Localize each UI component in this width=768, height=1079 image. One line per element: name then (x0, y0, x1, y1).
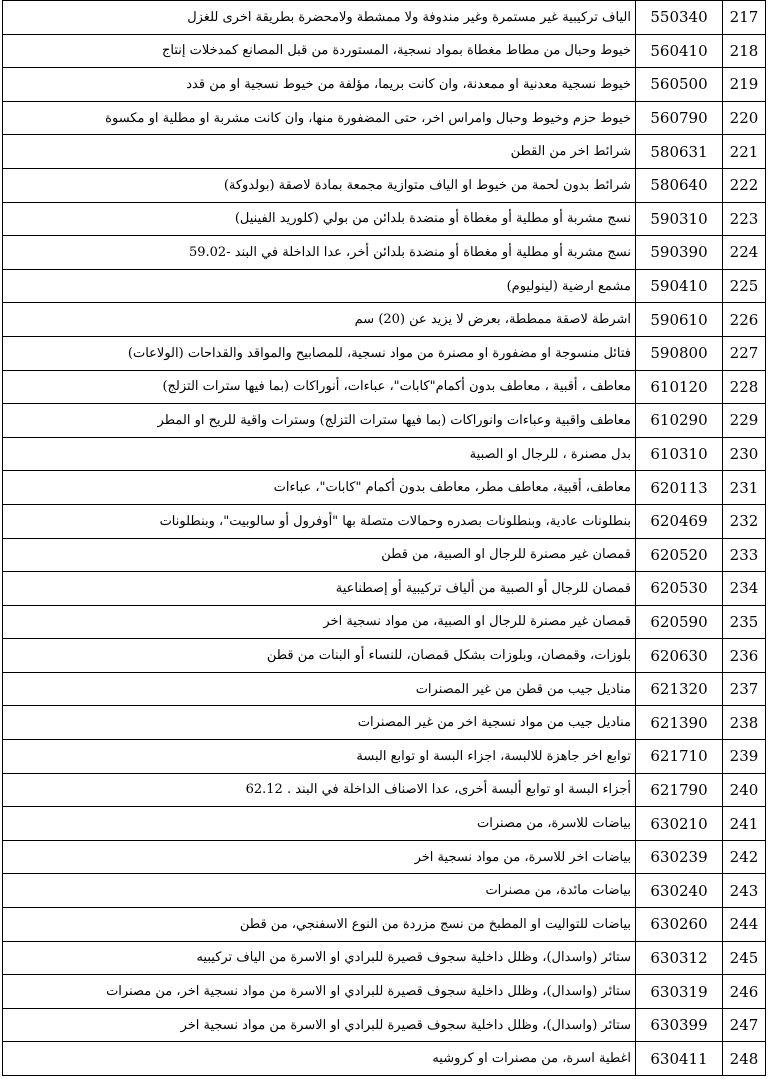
tariff-code-cell: 630411 (636, 1042, 723, 1076)
description-cell: خيوط نسجية معدنية او ممعدنة، وان كانت بريما، مؤلفة من خيوط نسجية او من قدد (3, 68, 636, 102)
description-cell: شرائط بدون لحمة من خيوط او الياف متوازية مجمعة بمادة لاصقة (بولدوكة) (3, 168, 636, 202)
table-row (3, 840, 766, 874)
tariff-code-cell: 620530 (636, 572, 723, 606)
table-row (3, 404, 766, 438)
row-number-cell: 242 (723, 840, 766, 874)
tariff-code-cell: 621710 (636, 740, 723, 774)
table-row (3, 706, 766, 740)
table-row (3, 68, 766, 102)
tariff-code-cell: 630240 (636, 874, 723, 908)
description-cell: بياضات اخر للاسرة، من مواد نسجية اخر (3, 840, 636, 874)
table-row (3, 975, 766, 1009)
description-cell: قمصان غير مصنرة للرجال او الصبية، من قطن (3, 538, 636, 572)
tariff-code-cell: 620469 (636, 504, 723, 538)
tariff-code-cell: 620630 (636, 639, 723, 673)
tariff-code-cell: 560790 (636, 101, 723, 135)
description-cell: بدل مصنرة ، للرجال او الصبية (3, 437, 636, 471)
description-cell: قمصان للرجال أو الصبية من ألياف تركيبية أو إصطناعية (3, 572, 636, 606)
row-number-cell: 236 (723, 639, 766, 673)
table-row (3, 437, 766, 471)
row-number-cell: 243 (723, 874, 766, 908)
row-number-cell: 233 (723, 538, 766, 572)
tariff-code-cell: 580631 (636, 135, 723, 169)
row-number-cell: 220 (723, 101, 766, 135)
tariff-code-cell: 630319 (636, 975, 723, 1009)
table-row (3, 874, 766, 908)
description-cell: أجزاء البسة او توابع ألبسة أخرى، عدا الاصناف الداخلة في البند . 62.12 (3, 773, 636, 807)
row-number-cell: 241 (723, 807, 766, 841)
table-row (3, 740, 766, 774)
tariff-code-cell: 630260 (636, 908, 723, 942)
row-number-cell: 237 (723, 672, 766, 706)
row-number-cell: 224 (723, 236, 766, 270)
description-cell: بلوزات، وقمصان، وبلوزات بشكل قمصان، للنساء أو البنات من قطن (3, 639, 636, 673)
description-cell: شرائط اخر من القطن (3, 135, 636, 169)
tariff-code-cell: 590410 (636, 269, 723, 303)
row-number-cell: 222 (723, 168, 766, 202)
row-number-cell: 239 (723, 740, 766, 774)
tariff-code-cell: 621320 (636, 672, 723, 706)
description-cell: نسج مشربة أو مطلية أو مغطاة أو منضدة بلدائن أخر، عدا الداخلة في البند -59.02 (3, 236, 636, 270)
description-cell: بنطلونات عادية، وبنطلونات بصدره وحمالات متصلة بها "أوفرول أو سالوبيت"، وبنطلونات (3, 504, 636, 538)
table-row (3, 941, 766, 975)
row-number-cell: 235 (723, 605, 766, 639)
description-cell: ستائر (واسدال)، وظلل داخلية سجوف قصيرة للبرادي او الاسرة من مواد نسجية اخر، من مصنرات (3, 975, 636, 1009)
description-cell: الياف تركيبية غير مستمرة وغير مندوفة ولا ممشطة ولامحضرة بطريقة اخرى للغزل (3, 1, 636, 35)
table-row (3, 269, 766, 303)
tariff-code-cell: 560500 (636, 68, 723, 102)
table-row (3, 908, 766, 942)
description-cell: قمصان غير مصنرة للرجال او الصبية، من مواد نسجية اخر (3, 605, 636, 639)
row-number-cell: 218 (723, 34, 766, 68)
table-row (3, 572, 766, 606)
description-cell: بياضات للاسرة، من مصنرات (3, 807, 636, 841)
row-number-cell: 240 (723, 773, 766, 807)
table-row (3, 336, 766, 370)
table-row (3, 672, 766, 706)
description-cell: بياضات للتواليت او المطبخ من نسج مزردة من النوع الاسفنجي، من قطن (3, 908, 636, 942)
row-number-cell: 229 (723, 404, 766, 438)
description-cell: معاطف ، أقبية ، معاطف بدون أكمام"كابات"، عباءات، أنوراكات (بما فيها سترات التزلج) (3, 370, 636, 404)
table-row (3, 504, 766, 538)
row-number-cell: 219 (723, 68, 766, 102)
tariff-code-cell: 630210 (636, 807, 723, 841)
description-cell: اشرطة لاصقة ممططة، بعرض لا يزيد عن (20) سم (3, 303, 636, 337)
tariff-code-cell: 590310 (636, 202, 723, 236)
row-number-cell: 246 (723, 975, 766, 1009)
description-cell: خيوط حزم وخيوط وحبال وامراس اخر، حتى المضفورة منها، وان كانت مشربة او مطلية او مكسوة (3, 101, 636, 135)
tariff-code-cell: 630312 (636, 941, 723, 975)
table-row (3, 471, 766, 505)
description-cell: ستائر (واسدال)، وظلل داخلية سجوف قصيرة للبرادي او الاسرة من مواد نسجية اخر (3, 1008, 636, 1042)
description-cell: معاطف واقبية وعباءات وانوراكات (بما فيها سترات التزلج) وسترات واقية للريح او المطر (3, 404, 636, 438)
row-number-cell: 234 (723, 572, 766, 606)
row-number-cell: 227 (723, 336, 766, 370)
tariff-code-cell: 621390 (636, 706, 723, 740)
description-cell: توابع اخر جاهزة للالبسة، اجزاء البسة او توابع البسة (3, 740, 636, 774)
row-number-cell: 232 (723, 504, 766, 538)
description-cell: خيوط وحبال من مطاط مغطاة بمواد نسجية، المستوردة من قبل المصانع كمدخلات إنتاج (3, 34, 636, 68)
row-number-cell: 225 (723, 269, 766, 303)
row-number-cell: 244 (723, 908, 766, 942)
row-number-cell: 226 (723, 303, 766, 337)
description-cell: ستائر (واسدال)، وظلل داخلية سجوف قصيرة للبرادي او الاسرة من الياف تركيبيه (3, 941, 636, 975)
description-cell: اغطية اسرة، من مصنرات او كروشيه (3, 1042, 636, 1076)
table-row (3, 135, 766, 169)
row-number-cell: 223 (723, 202, 766, 236)
row-number-cell: 217 (723, 1, 766, 35)
tariff-code-cell: 621790 (636, 773, 723, 807)
row-number-cell: 230 (723, 437, 766, 471)
description-cell: مناديل جيب من قطن من غير المصنرات (3, 672, 636, 706)
table-row (3, 168, 766, 202)
tariff-code-cell: 620590 (636, 605, 723, 639)
table-row (3, 807, 766, 841)
table-row (3, 773, 766, 807)
row-number-cell: 238 (723, 706, 766, 740)
tariff-code-cell: 590390 (636, 236, 723, 270)
row-number-cell: 247 (723, 1008, 766, 1042)
tariff-code-cell: 550340 (636, 1, 723, 35)
row-number-cell: 245 (723, 941, 766, 975)
table-row (3, 639, 766, 673)
tariff-table (2, 0, 766, 1076)
tariff-code-cell: 590610 (636, 303, 723, 337)
table-row (3, 202, 766, 236)
tariff-code-cell: 630239 (636, 840, 723, 874)
tariff-code-cell: 620520 (636, 538, 723, 572)
description-cell: معاطف، أقبية، معاطف مطر، معاطف بدون أكمام "كابات"، عباءات (3, 471, 636, 505)
tariff-code-cell: 560410 (636, 34, 723, 68)
row-number-cell: 221 (723, 135, 766, 169)
table-row (3, 34, 766, 68)
description-cell: فتائل منسوجة او مضفورة او مصنرة من مواد نسجية، للمصابيح والمواقد والقداحات (الولاعات) (3, 336, 636, 370)
tariff-code-cell: 620113 (636, 471, 723, 505)
table-row (3, 370, 766, 404)
table-row (3, 538, 766, 572)
description-cell: مناديل جيب من مواد نسجية اخر من غير المصنرات (3, 706, 636, 740)
table-row (3, 303, 766, 337)
row-number-cell: 231 (723, 471, 766, 505)
table-row (3, 1042, 766, 1076)
tariff-code-cell: 610310 (636, 437, 723, 471)
tariff-code-cell: 590800 (636, 336, 723, 370)
description-cell: بياضات مائدة، من مصنرات (3, 874, 636, 908)
table-row (3, 1008, 766, 1042)
table-row (3, 1, 766, 35)
tariff-table-body (3, 1, 766, 1076)
table-row (3, 236, 766, 270)
description-cell: نسج مشربة أو مطلية أو مغطاة أو منضدة بلدائن من بولي (كلوريد الفينيل) (3, 202, 636, 236)
tariff-code-cell: 610120 (636, 370, 723, 404)
table-row (3, 605, 766, 639)
row-number-cell: 228 (723, 370, 766, 404)
tariff-code-cell: 580640 (636, 168, 723, 202)
tariff-code-cell: 630399 (636, 1008, 723, 1042)
table-row (3, 101, 766, 135)
row-number-cell: 248 (723, 1042, 766, 1076)
tariff-code-cell: 610290 (636, 404, 723, 438)
description-cell: مشمع ارضية (لينوليوم) (3, 269, 636, 303)
